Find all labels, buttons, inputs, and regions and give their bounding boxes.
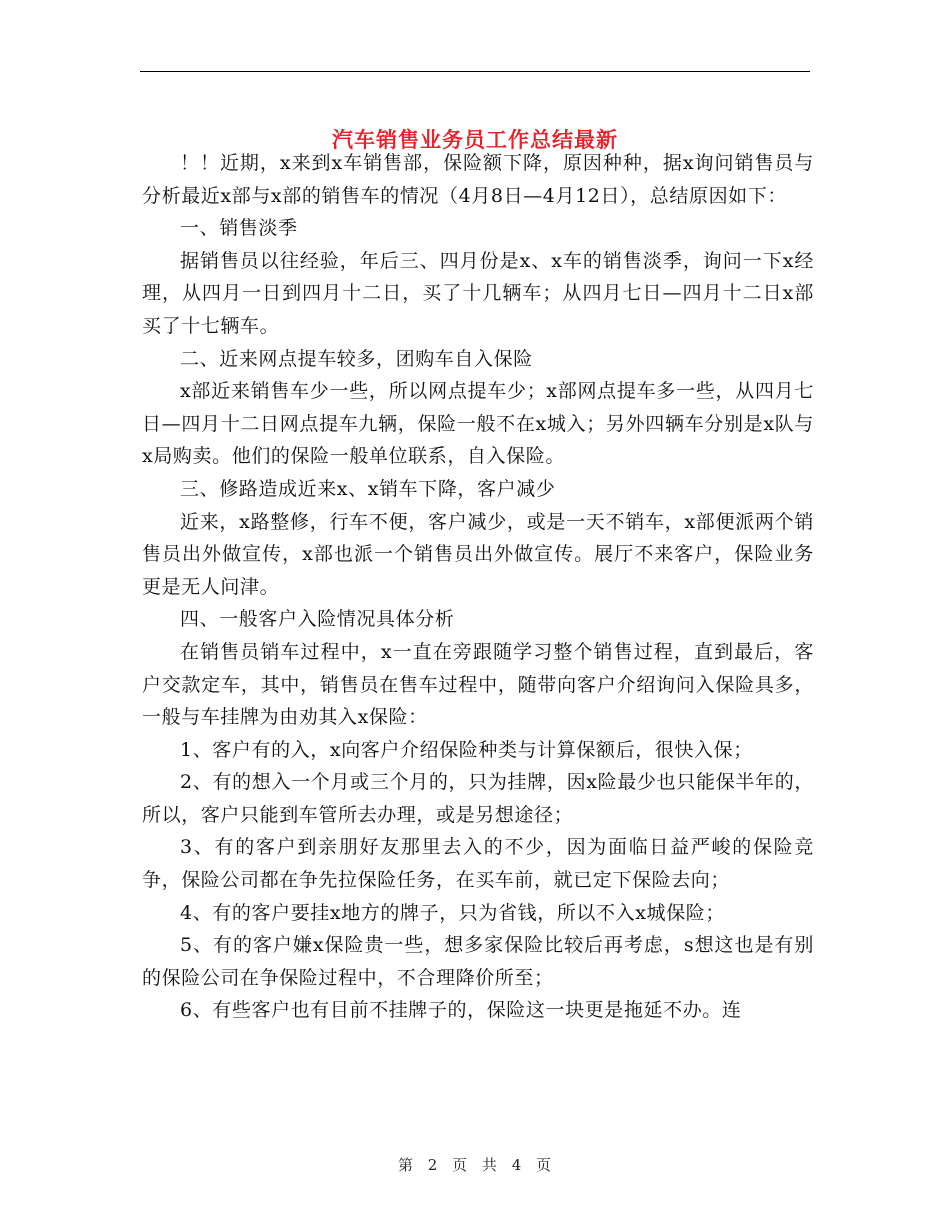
list-item: 4、有的客户要挂x地方的牌子，只为省钱，所以不入x城保险； [180,901,725,924]
list-item: 3、有的客户到亲朋好友那里去入的不少，因为面临日益严峻的保险竞争，保险公司都在争先拉保险任务，在买车前，就已定下保险去向； [142,836,814,892]
section-heading: 一、销售淡季 [180,217,298,240]
list-item: 6、有些客户也有目前不挂牌子的，保险这一块更是拖延不办。连 [180,999,742,1022]
document-body [142,147,814,1027]
current-page-number: 2 [427,1156,439,1174]
header-rule [140,71,810,72]
list-item: 2、有的想入一个月或三个月的，只为挂牌，因x险最少也只能保半年的，所以，客户只能到车管所去办理，或是另想途径； [142,771,814,826]
footer-ye: 页 [452,1156,469,1174]
paragraph: 在销售员销车过程中，x一直在旁跟随学习整个销售过程，直到最后，客户交款定车，其中，销售员在售车过程中，随带向客户介绍询问入保险具多，一般与车挂牌为由劝其入x保险： [142,640,814,729]
total-page-count: 4 [511,1156,523,1174]
footer-di: 第 [397,1156,414,1174]
footer-ye2: 页 [536,1156,553,1174]
paragraph: ！！近期，x来到x车销售部，保险额下降，原因种种，据x询问销售员与分析最近x部与x部的销售车的情况（4月8日—4月12日），总结原因如下： [142,152,814,207]
paragraph: 据销售员以往经验，年后三、四月份是x、x车的销售淡季，询问一下x经理，从四月一日到四月十二日，买了十几辆车；从四月七日—四月十二日x部买了十七辆车。 [142,249,814,337]
section-heading: 四、一般客户入险情况具体分析 [180,608,455,631]
footer-gong: 共 [481,1156,498,1174]
list-item: 1、客户有的入，x向客户介绍保险种类与计算保额后，很快入保； [180,738,753,761]
paragraph: x部近来销售车少一些，所以网点提车少；x部网点提车多一些，从四月七日—四月十二日网点提车九辆，保险一般不在x城入；另外四辆车分别是x队与x局购卖。他们的保险一般单位联系，自入保险。 [142,380,814,468]
page-footer [0,1154,950,1175]
paragraph: 近来，x路整修，行车不便，客户减少，或是一天不销车，x部便派两个销售员出外做宣传，x部也派一个销售员出外做宣传。展厅不来客户，保险业务更是无人问津。 [142,510,814,598]
document-title: 汽车销售业务员工作总结最新 [332,127,618,153]
section-heading: 三、修路造成近来x、x销车下降，客户减少 [180,477,556,500]
list-item: 5、有的客户嫌x保险贵一些，想多家保险比较后再考虑，s想这也是有别的保险公司在争保险过程中，不合理降价所至； [142,934,814,989]
section-heading: 二、近来网点提车较多，团购车自入保险 [180,347,533,370]
